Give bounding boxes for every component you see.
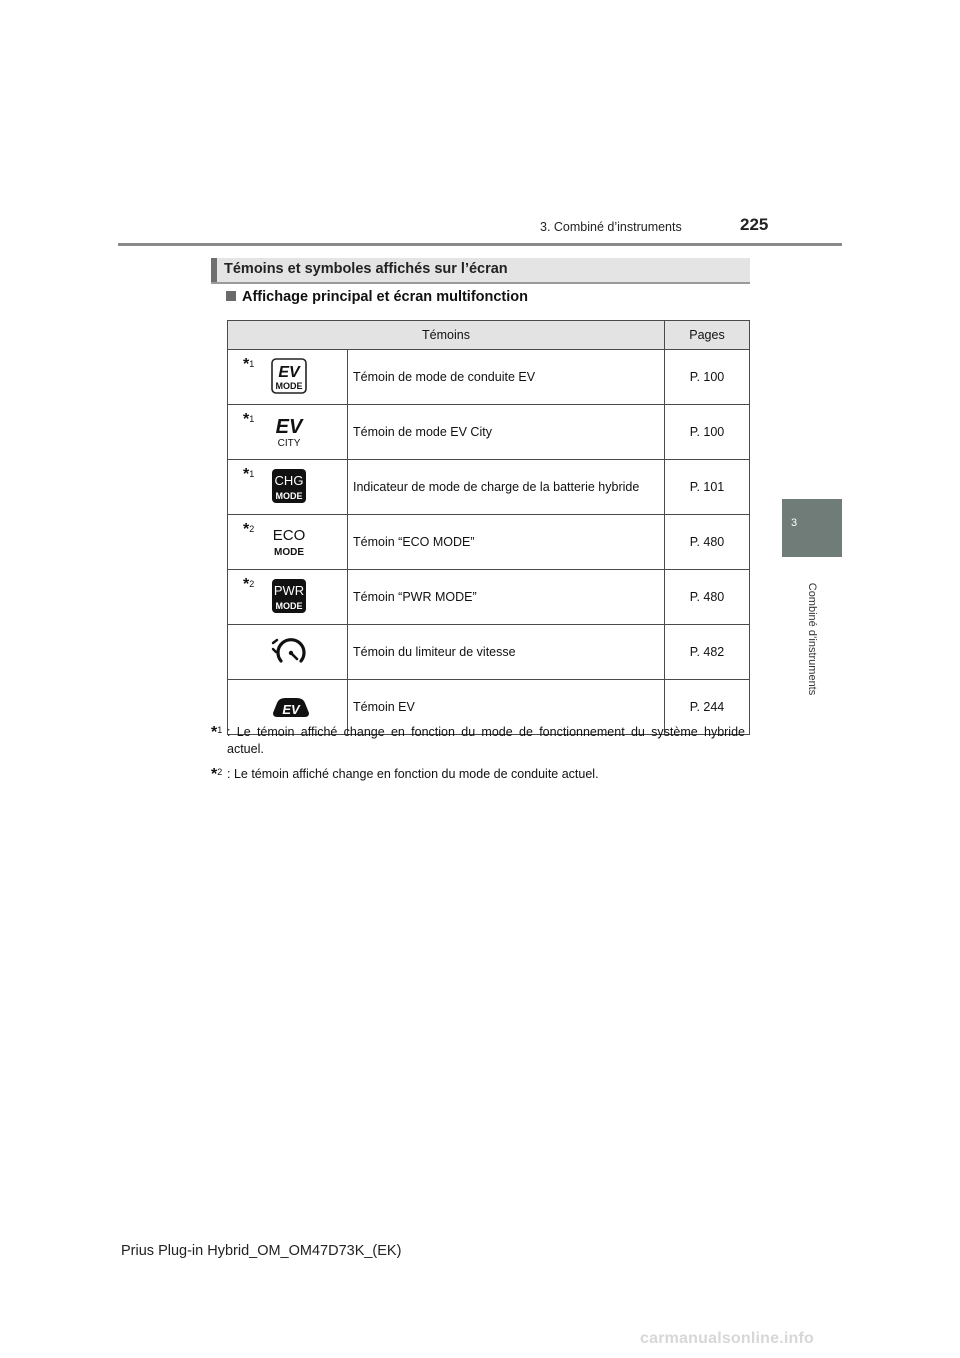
page-reference[interactable]: P. 480 <box>665 515 750 570</box>
subheading-text: Affichage principal et écran multifonction <box>242 289 529 305</box>
svg-text:PWR: PWR <box>273 582 304 598</box>
svg-text:EV: EV <box>275 415 302 438</box>
footnote-mark <box>228 625 267 680</box>
table-row <box>228 350 750 405</box>
svg-text:ECO: ECO <box>272 526 305 544</box>
section-title: Témoins et symboles affichés sur l’écran <box>224 261 508 277</box>
footnote-mark: $*_1$ <box>228 405 267 460</box>
svg-text:CHG: CHG <box>274 472 303 488</box>
indicator-description: Témoin “ECO MODE” <box>348 515 665 570</box>
footnote-2-mark: $*_2$ <box>211 766 223 783</box>
table-row <box>228 625 750 680</box>
svg-text:MODE: MODE <box>275 380 302 391</box>
speed-limiter-icon <box>267 625 348 680</box>
pwr-mode-icon <box>267 570 348 625</box>
header-indicators: Témoins <box>228 321 665 350</box>
watermark: carmanualsonline.info <box>640 1330 815 1347</box>
page-number: 225 <box>740 215 769 234</box>
chapter-title: 3. Combiné d’instruments <box>540 220 682 234</box>
svg-text:EV: EV <box>281 701 300 717</box>
footnote-1-mark: $*_1$ <box>211 724 223 741</box>
indicator-description: Témoin de mode EV City <box>348 405 665 460</box>
subheading <box>226 289 528 305</box>
header-pages: Pages <box>665 321 750 350</box>
footnote-2-text: : Le témoin affiché change en fonction du mode de conduite actuel. <box>227 767 599 781</box>
document-id: Prius Plug-in Hybrid_OM_OM47D73K_(EK) <box>121 1243 402 1259</box>
chg-mode-icon <box>267 460 348 515</box>
page-reference[interactable]: P. 101 <box>665 460 750 515</box>
svg-text:MODE: MODE <box>275 600 302 611</box>
square-bullet-icon <box>226 291 236 301</box>
page-reference[interactable]: P. 482 <box>665 625 750 680</box>
chapter-tab-number: 3 <box>791 517 798 529</box>
footnote-mark: $*_1$ <box>228 350 267 405</box>
svg-text:EV: EV <box>277 363 300 381</box>
chapter-tab-label: Combiné d’instruments <box>806 582 818 696</box>
table-header-row <box>228 321 750 350</box>
svg-text:MODE: MODE <box>275 490 302 501</box>
table-row <box>228 460 750 515</box>
eco-mode-icon <box>267 515 348 570</box>
page-reference[interactable]: P. 480 <box>665 570 750 625</box>
page-reference[interactable]: P. 244 <box>665 680 750 735</box>
footnote-mark: $*_1$ <box>228 460 267 515</box>
indicator-description: Témoin du limiteur de vitesse <box>348 625 665 680</box>
indicator-description: Témoin de mode de conduite EV <box>348 350 665 405</box>
section-heading <box>211 258 750 284</box>
header-divider <box>118 243 842 246</box>
chapter-tab-label-box <box>782 557 842 720</box>
ev-city-icon <box>267 405 348 460</box>
chapter-tab[interactable] <box>782 499 842 557</box>
indicator-description: Témoin EV <box>348 680 665 735</box>
table-row <box>228 570 750 625</box>
indicator-description: Témoin “PWR MODE” <box>348 570 665 625</box>
page-reference[interactable]: P. 100 <box>665 350 750 405</box>
footnote-mark: $*_2$ <box>228 570 267 625</box>
page-reference[interactable]: P. 100 <box>665 405 750 460</box>
table-row <box>228 515 750 570</box>
indicator-description: Indicateur de mode de charge de la batterie hybride <box>348 460 665 515</box>
footnote-mark: $*_2$ <box>228 515 267 570</box>
svg-text:MODE: MODE <box>273 546 304 558</box>
indicators-table <box>227 320 750 735</box>
ev-mode-icon <box>267 350 348 405</box>
table-row <box>228 405 750 460</box>
footnote-1-text: : Le témoin affiché change en fonction du mode de fonctionnement du système hybride actuel. <box>227 725 745 756</box>
footnote-1 <box>211 724 745 758</box>
svg-text:CITY: CITY <box>277 437 300 449</box>
footnote-2 <box>211 766 745 783</box>
section-accent <box>211 258 217 282</box>
